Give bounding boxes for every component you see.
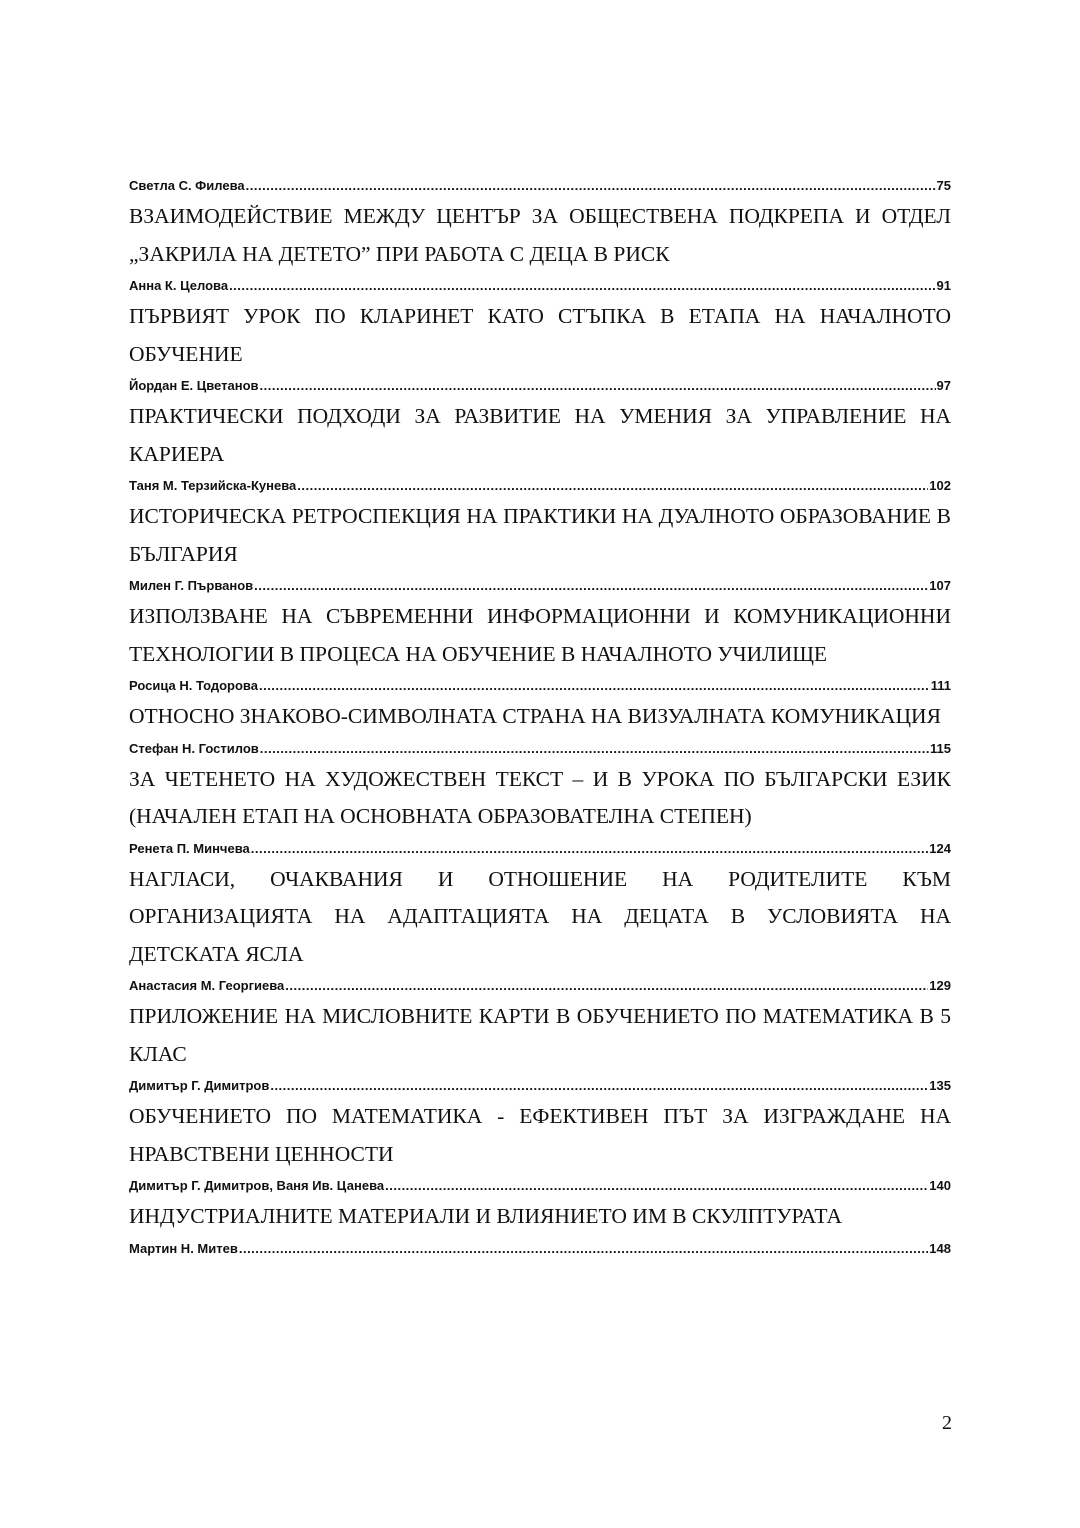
toc-author-line[interactable]: [129, 739, 951, 759]
toc-dot-leader: [246, 176, 936, 196]
toc-author-line[interactable]: [129, 176, 951, 196]
toc-page-number: 148: [929, 1240, 951, 1256]
toc-author: Светла С. Филева: [129, 178, 245, 193]
toc-dot-leader: [251, 839, 929, 859]
toc-dot-leader: [260, 376, 936, 396]
toc-author: Росица Н. Тодорова: [129, 678, 258, 693]
toc-author-line[interactable]: [129, 1076, 951, 1096]
toc-author: Мартин Н. Митев: [129, 1240, 238, 1256]
toc-article-title[interactable]: ЗА ЧЕТЕНЕТО НА ХУДОЖЕСТВЕН ТЕКСТ – И В УРОКА ПО БЪЛГАРСКИ ЕЗИК (НАЧАЛЕН ЕТАП НА ОСНОВНАТА ОБРАЗОВАТЕЛНА СТЕПЕН): [129, 766, 951, 828]
toc-page-number: 91: [936, 278, 951, 293]
toc-article-title[interactable]: ОТНОСНО ЗНАКОВО-СИМВОЛНАТА СТРАНА НА ВИЗУАЛНАТА КОМУНИКАЦИЯ: [129, 704, 941, 728]
toc-page-number: 129: [929, 978, 951, 993]
table-of-contents: [129, 176, 951, 1259]
toc-author: Таня М. Терзийска-Кунева: [129, 478, 297, 493]
toc-author: Милен Г. Първанов: [129, 578, 254, 593]
toc-page-number: 111: [930, 678, 951, 693]
page-number: 2: [942, 1412, 952, 1434]
toc-author-line[interactable]: [129, 476, 951, 496]
toc-author-line[interactable]: [129, 576, 951, 596]
toc-author-line[interactable]: [129, 839, 951, 859]
toc-dot-leader: [259, 676, 930, 696]
toc-author: Анастасия М. Георгиева: [129, 978, 285, 993]
toc-dot-leader: [260, 739, 929, 759]
toc-page-number: 135: [929, 1078, 951, 1093]
toc-dot-leader: [270, 1076, 928, 1096]
toc-article-title[interactable]: НАГЛАСИ, ОЧАКВАНИЯ И ОТНОШЕНИЕ НА РОДИТЕЛИТЕ КЪМ ОРГАНИЗАЦИЯТА НА АДАПТАЦИЯТА НА ДЕЦАТА В УСЛОВИЯТА НА ДЕТСКАТА ЯСЛА: [129, 866, 951, 966]
toc-article-title[interactable]: ПРИЛОЖЕНИЕ НА МИСЛОВНИТЕ КАРТИ В ОБУЧЕНИЕТО ПО МАТЕМАТИКА В 5 КЛАС: [129, 1004, 951, 1066]
toc-author-line[interactable]: [129, 376, 951, 396]
toc-author-line[interactable]: [129, 276, 951, 296]
toc-page-number: 124: [929, 840, 951, 856]
toc-author-line[interactable]: [129, 976, 951, 996]
toc-article-title[interactable]: ПЪРВИЯТ УРОК ПО КЛАРИНЕТ КАТО СТЪПКА В ЕТАПА НА НАЧАЛНОТО ОБУЧЕНИЕ: [129, 304, 951, 366]
toc-page-number: 102: [929, 478, 951, 493]
toc-author: Димитър Г. Димитров, Ваня Ив. Цанева: [129, 1178, 385, 1193]
toc-page-number: 97: [936, 378, 951, 393]
toc-article-title[interactable]: ИСТОРИЧЕСКА РЕТРОСПЕКЦИЯ НА ПРАКТИКИ НА ДУАЛНОТО ОБРАЗОВАНИЕ В БЪЛГАРИЯ: [129, 504, 951, 566]
toc-dot-leader: [239, 1239, 928, 1259]
toc-dot-leader: [285, 976, 928, 996]
toc-article-title[interactable]: ПРАКТИЧЕСКИ ПОДХОДИ ЗА РАЗВИТИЕ НА УМЕНИЯ ЗА УПРАВЛЕНИЕ НА КАРИЕРА: [129, 404, 951, 466]
toc-author: Димитър Г. Димитров: [129, 1078, 270, 1093]
toc-article-title[interactable]: ИЗПОЛЗВАНЕ НА СЪВРЕМЕННИ ИНФОРМАЦИОННИ И КОМУНИКАЦИОННИ ТЕХНОЛОГИИ В ПРОЦЕСА НА ОБУЧЕНИЕ В НАЧАЛНОТО УЧИЛИЩЕ: [129, 604, 951, 666]
toc-article-title[interactable]: ВЗАИМОДЕЙСТВИЕ МЕЖДУ ЦЕНТЪР ЗА ОБЩЕСТВЕНА ПОДКРЕПА И ОТДЕЛ „ЗАКРИЛА НА ДЕТЕТО” ПРИ РАБОТА С ДЕЦА В РИСК: [129, 204, 951, 266]
toc-author-line[interactable]: [129, 1239, 951, 1259]
toc-dot-leader: [297, 476, 928, 496]
toc-page-number: 75: [936, 178, 951, 193]
toc-dot-leader: [229, 276, 935, 296]
toc-page-number: 107: [929, 578, 951, 593]
toc-author: Ренета П. Минчева: [129, 840, 250, 856]
toc-author-line[interactable]: [129, 1176, 951, 1196]
toc-article-title[interactable]: ОБУЧЕНИЕТО ПО МАТЕМАТИКА - ЕФЕКТИВЕН ПЪТ ЗА ИЗГРАЖДАНЕ НА НРАВСТВЕНИ ЦЕННОСТИ: [129, 1104, 951, 1166]
toc-author: Йордан Е. Цветанов: [129, 378, 259, 393]
toc-author: Стефан Н. Гостилов: [129, 740, 259, 756]
toc-author: Анна К. Целова: [129, 278, 229, 293]
toc-page-number: 140: [929, 1178, 951, 1193]
toc-dot-leader: [385, 1176, 928, 1196]
toc-author-line[interactable]: [129, 676, 951, 696]
toc-article-title[interactable]: ИНДУСТРИАЛНИТЕ МАТЕРИАЛИ И ВЛИЯНИЕТО ИМ В СКУЛПТУРАТА: [129, 1204, 842, 1228]
toc-page-number: 115: [930, 740, 951, 756]
toc-dot-leader: [254, 576, 928, 596]
